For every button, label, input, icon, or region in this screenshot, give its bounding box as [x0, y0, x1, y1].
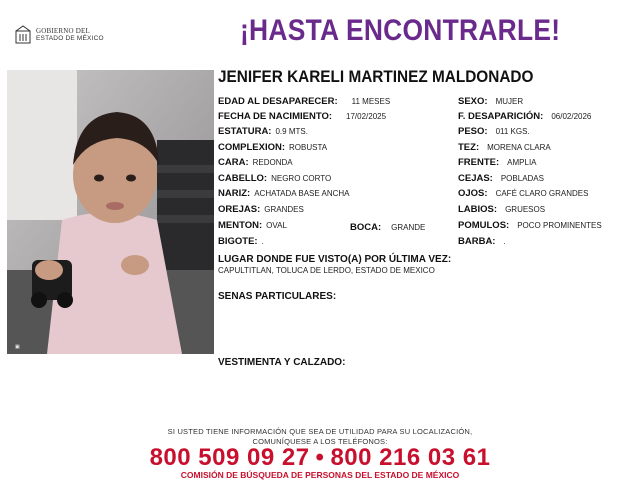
field-forehead: FRENTE: AMPLIA: [458, 157, 537, 168]
field-weight: PESO: 011 KGS.: [458, 126, 530, 137]
field-nose: NARIZ: ACHATADA BASE ANCHA: [218, 188, 350, 199]
phone-number-2[interactable]: 800 216 03 61: [330, 444, 491, 471]
footer-note-line-2: COMUNÍQUESE A LOS TELÉFONOS:: [252, 437, 388, 446]
field-birth-date: FECHA DE NACIMIENTO: 17/02/2025: [218, 111, 387, 122]
footer-note-line-1: SI USTED TIENE INFORMACIÓN QUE SEA DE UTILIDAD PARA SU LOCALIZACIÓN,: [167, 427, 473, 436]
field-lips: LABIOS: GRUESOS: [458, 204, 546, 215]
field-beard: BARBA: .: [458, 236, 506, 247]
last-seen-value: CAPULTITLAN, TOLUCA DE LERDO, ESTADO DE MEXICO: [218, 266, 435, 275]
field-age: EDAD AL DESAPARECER: 11 MESES: [218, 96, 391, 107]
logo-line-2: ESTADO DE MÉXICO: [36, 35, 104, 42]
phone-number-1[interactable]: 800 509 09 27: [149, 444, 310, 471]
logo-line-1: GOBIERNO DEL: [36, 27, 90, 35]
field-eyebrows: CEJAS: POBLADAS: [458, 173, 544, 184]
commission-name: COMISIÓN DE BÚSQUEDA DE PERSONAS DEL ESTADO DE MÉXICO: [180, 470, 460, 480]
coat-of-arms-icon: [14, 25, 32, 45]
field-mouth: BOCA: GRANDE: [350, 222, 426, 233]
field-chin: MENTON: OVAL: [218, 220, 287, 231]
field-hair: CABELLO: NEGRO CORTO: [218, 173, 332, 184]
phone-separator: •: [315, 444, 325, 471]
headline: ¡HASTA ENCONTRARLE!: [240, 14, 561, 47]
field-eyes: OJOS: CAFÉ CLARO GRANDES: [458, 188, 589, 199]
field-face: CARA: REDONDA: [218, 157, 293, 168]
field-build: COMPLEXION: ROBUSTA: [218, 142, 328, 153]
government-logo: [14, 24, 114, 46]
field-height: ESTATURA: 0.9 MTS.: [218, 126, 308, 137]
field-complexion: TEZ: MORENA CLARA: [458, 142, 551, 153]
field-cheekbones: POMULOS: POCO PROMINENTES: [458, 220, 602, 231]
field-mustache: BIGOTE: .: [218, 236, 264, 247]
last-seen-label: LUGAR DONDE FUE VISTO(A) POR ÚLTIMA VEZ:: [218, 254, 452, 265]
field-sex: SEXO: MUJER: [458, 96, 524, 107]
field-disappearance-date: F. DESAPARICIÓN: 06/02/2026: [458, 111, 592, 122]
clothing-label: VESTIMENTA Y CALZADO:: [218, 357, 346, 368]
missing-person-photo: [7, 70, 214, 354]
phone-numbers: [100, 444, 540, 472]
svg-text:▣: ▣: [15, 344, 20, 350]
field-ears: OREJAS: GRANDES: [218, 204, 304, 215]
distinguishing-marks-label: SENAS PARTICULARES:: [218, 291, 337, 302]
person-name: JENIFER KARELI MARTINEZ MALDONADO: [218, 68, 534, 86]
